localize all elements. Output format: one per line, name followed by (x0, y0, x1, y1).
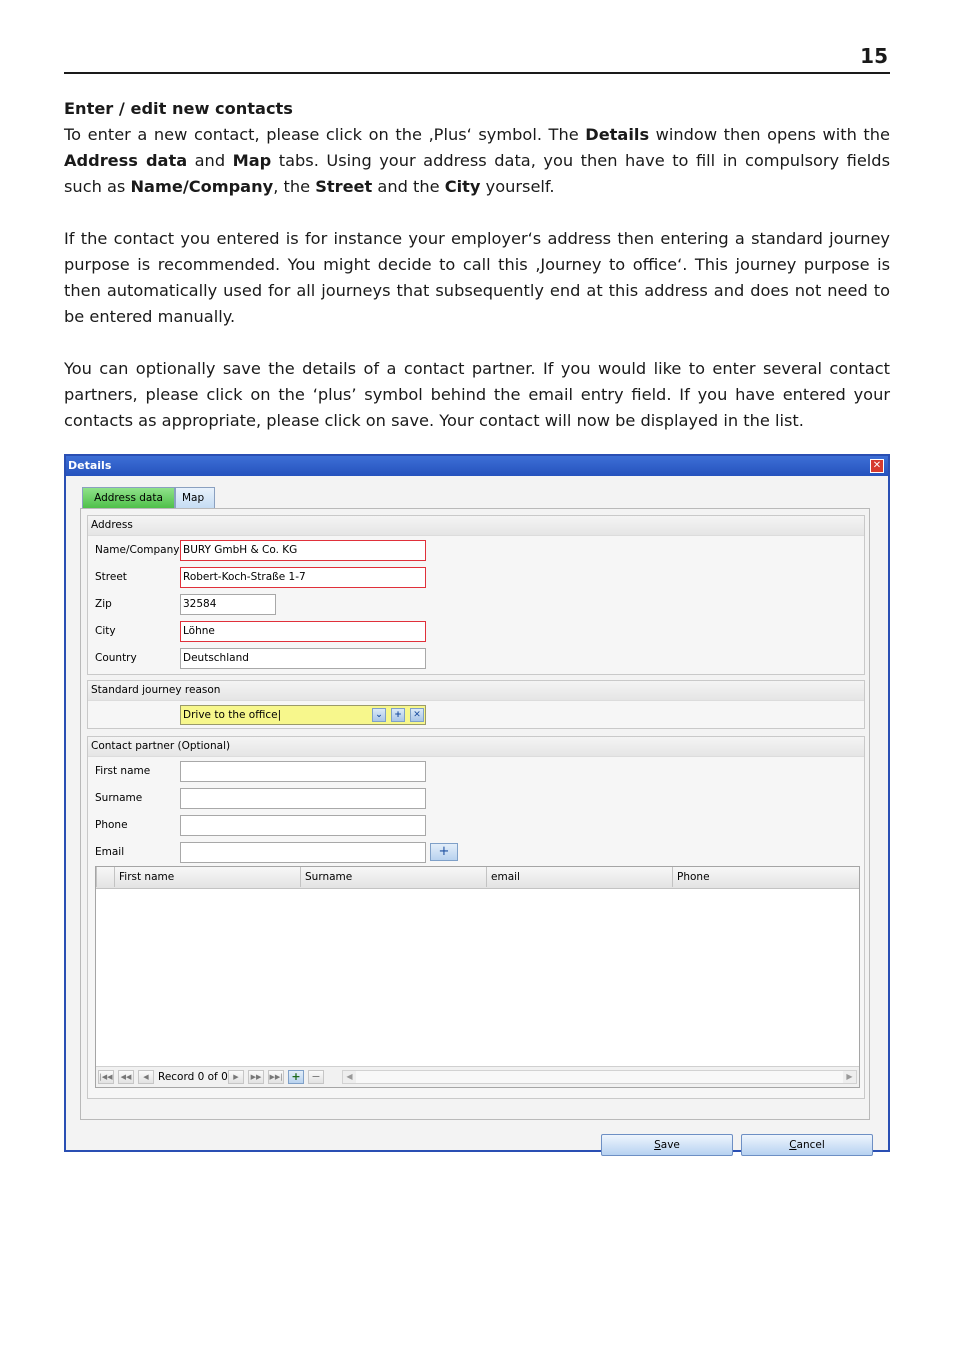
address-group-header: Address (88, 516, 864, 536)
tab-address-data[interactable]: Address data (82, 487, 175, 508)
header-rule (64, 72, 890, 74)
city-field[interactable]: Löhne (180, 621, 426, 642)
grid-hscrollbar[interactable] (342, 1070, 857, 1084)
dialog-client (66, 476, 888, 1150)
journey-reason-combo[interactable] (180, 705, 426, 725)
paragraph-1 (64, 122, 890, 200)
column-email[interactable]: email (486, 867, 672, 887)
phone-field[interactable] (180, 815, 426, 836)
scroll-left-icon[interactable]: ◀ (343, 1071, 356, 1083)
country-field[interactable]: Deutschland (180, 648, 426, 669)
label-country: Country (95, 652, 137, 664)
contact-partner-header: Contact partner (Optional) (88, 737, 864, 757)
surname-field[interactable] (180, 788, 426, 809)
label-email: Email (95, 846, 125, 858)
street-field[interactable]: Robert-Koch-Straße 1-7 (180, 567, 426, 588)
dialog-titlebar[interactable] (66, 456, 888, 476)
cancel-button[interactable] (741, 1134, 873, 1156)
prev-record-icon[interactable]: ◀ (138, 1070, 154, 1084)
cancel-label: ancel (796, 1139, 825, 1151)
p1-bold-city: City (444, 177, 481, 196)
page-number: 15 (860, 44, 888, 68)
label-name-company: Name/Company (95, 544, 180, 556)
paragraph-3: You can optionally save the details of a contact partner. If you would like to enter several contact partners, please click on the ‘plus’ symbol behind the email entry field. If you have entered your contacts as appropriate, please click on save. Your contact will now be displayed in the list. (64, 359, 890, 430)
label-zip: Zip (95, 598, 112, 610)
grid-navigator (96, 1066, 859, 1087)
details-dialog (64, 454, 890, 1152)
label-first-name: First name (95, 765, 151, 777)
dialog-title: Details (68, 459, 112, 472)
section-heading: Enter / edit new contacts (64, 99, 293, 118)
save-mnemonic: S (654, 1139, 661, 1151)
save-label: ave (660, 1139, 680, 1151)
add-record-icon[interactable]: + (288, 1070, 304, 1084)
journey-reason-value: Drive to the office (183, 709, 278, 721)
name-company-field[interactable]: BURY GmbH & Co. KG (180, 540, 426, 561)
p1-bold-details: Details (585, 125, 650, 144)
save-button[interactable] (601, 1134, 733, 1156)
p1-text: , the (273, 177, 316, 196)
tab-map[interactable]: Map (175, 487, 215, 508)
grid-indicator-column (96, 867, 114, 887)
p1-text: tabs. Using your address data, you then have to fill in compulsory fields such as (64, 151, 891, 196)
label-surname: Surname (95, 792, 143, 804)
contacts-grid (95, 866, 860, 1088)
add-contact-button[interactable]: + (430, 843, 458, 861)
body-text (64, 96, 890, 434)
address-group (87, 515, 865, 675)
p1-bold-street: Street (315, 177, 373, 196)
grid-header (96, 867, 859, 889)
close-icon[interactable]: ✕ (870, 459, 884, 473)
zip-field[interactable]: 32584 (180, 594, 276, 615)
p1-bold-address-data: Address data (64, 151, 188, 170)
delete-record-icon[interactable]: − (308, 1070, 324, 1084)
email-field[interactable] (180, 842, 426, 863)
chevron-down-icon[interactable]: ⌄ (372, 708, 386, 722)
p1-text: To enter a new contact, please click on the ‚Plus‘ symbol. The (64, 125, 586, 144)
record-counter: Record 0 of 0 (158, 1071, 228, 1083)
journey-reason-header: Standard journey reason (88, 681, 864, 701)
clear-icon[interactable]: ✕ (410, 708, 424, 722)
p1-text: yourself. (480, 177, 555, 196)
next-record-icon[interactable]: ▶ (228, 1070, 244, 1084)
p1-text: window then opens with the (649, 125, 890, 144)
column-first-name[interactable]: First name (114, 867, 300, 887)
last-record-icon[interactable]: ▶▶| (268, 1070, 284, 1084)
text-cursor: | (277, 709, 282, 721)
label-street: Street (95, 571, 127, 583)
p1-bold-name-company: Name/Company (130, 177, 274, 196)
column-phone[interactable]: Phone (672, 867, 859, 887)
journey-reason-group (87, 680, 865, 729)
first-name-field[interactable] (180, 761, 426, 782)
first-record-icon[interactable]: |◀◀ (98, 1070, 114, 1084)
p1-text: and the (372, 177, 445, 196)
next-page-icon[interactable]: ▶▶ (248, 1070, 264, 1084)
cancel-mnemonic: C (789, 1139, 797, 1151)
label-phone: Phone (95, 819, 128, 831)
paragraph-2: If the contact you entered is for instance your employer‘s address then entering a standard journey purpose is recommended. You might decide to call this ‚Journey to office‘. This journey purpose is then automatically used for all journeys that subsequently end at this address and does not need to be entered manually. (64, 229, 890, 326)
prev-page-icon[interactable]: ◀◀ (118, 1070, 134, 1084)
label-city: City (95, 625, 116, 637)
contact-partner-group (87, 736, 865, 1099)
column-surname[interactable]: Surname (300, 867, 486, 887)
p1-bold-map: Map (232, 151, 272, 170)
tab-panel (80, 508, 870, 1120)
scroll-right-icon[interactable]: ▶ (843, 1071, 856, 1083)
plus-icon[interactable]: + (391, 708, 405, 722)
p1-text: and (187, 151, 233, 170)
